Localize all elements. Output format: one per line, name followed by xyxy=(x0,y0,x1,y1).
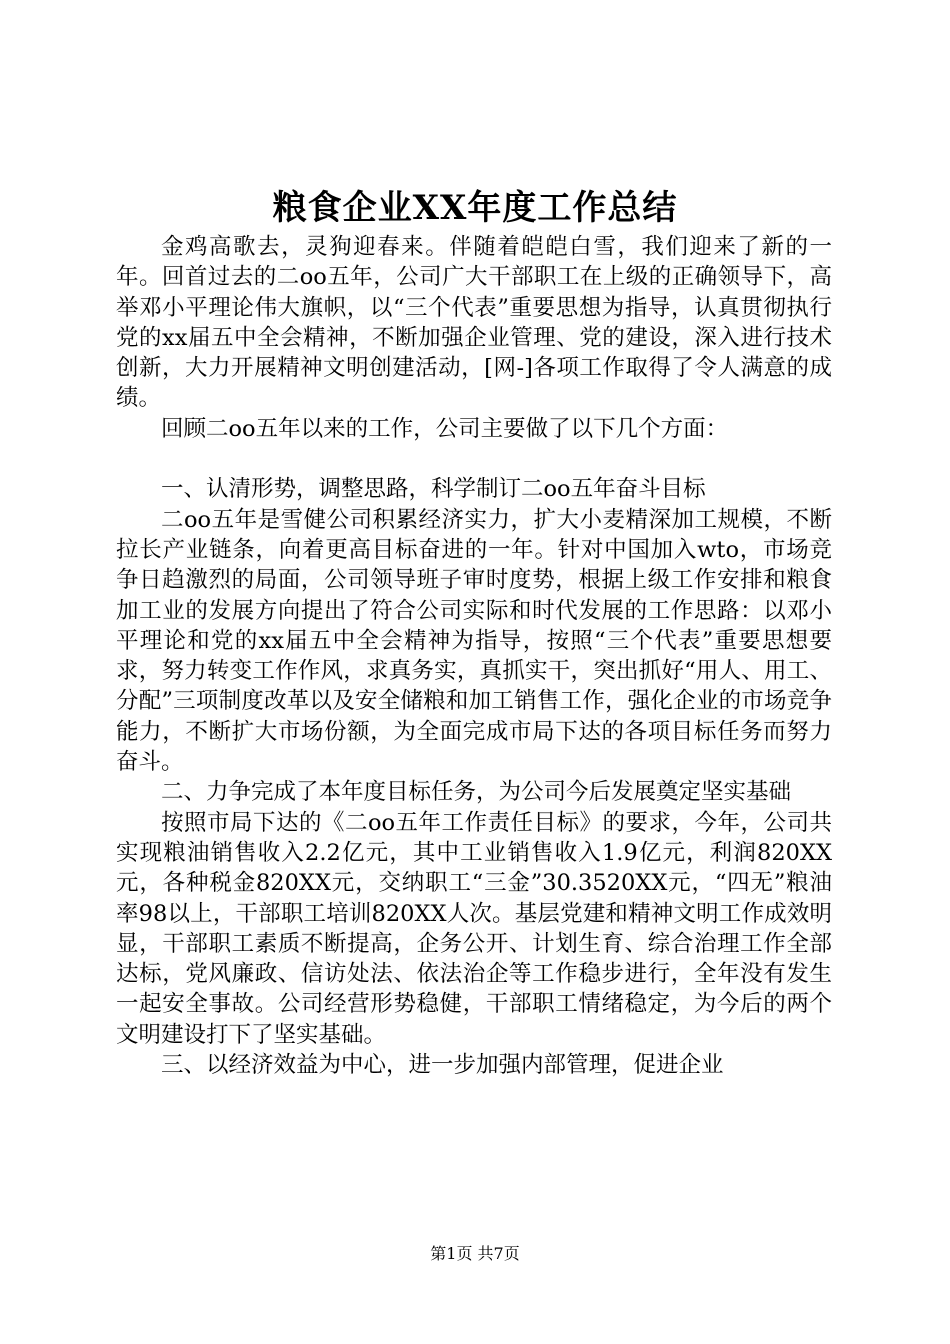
paragraph-section-2: 按照市局下达的《二oo五年工作责任目标》的要求，今年，公司共实现粮油销售收入2.2亿元，其中工业销售收入1.9亿元，利润820XX元，各种税金820XX元，交纳职工“三金”30.3520XX元，“四无”粮油率98以上，干部职工培训820XX人次。基层党建和精神文明工作成效明显，干部职工素质不断提高，企务公开、计划生育、综合治理工作全部达标，党风廉政、信访处法、依法治企等工作稳步进行，全年没有发生一起安全事故。公司经营形势稳健，干部职工情绪稳定，为今后的两个文明建设打下了坚实基础。 xyxy=(116,809,832,1048)
document-title: 粮食企业XX年度工作总结 xyxy=(272,188,678,228)
paragraph-review: 回顾二oo五年以来的工作，公司主要做了以下几个方面： xyxy=(161,415,729,442)
document-body xyxy=(116,232,832,1080)
section-heading-1: 一、认清形势，调整思路，科学制订二oo五年奋斗目标 xyxy=(161,476,706,503)
paragraph-intro: 金鸡高歌去，灵狗迎春来。伴随着皑皑白雪，我们迎来了新的一年。回首过去的二oo五年，公司广大干部职工在上级的正确领导下，高举邓小平理论伟大旗帜，以“三个代表”重要思想为指导，认真贯彻执行党的xx届五中全会精神，不断加强企业管理、党的建设，深入进行技术创新，大力开展精神文明创建活动，[网-]各项工作取得了令人满意的成绩。 xyxy=(116,234,832,412)
page-number: 第1页 共7页 xyxy=(430,1244,520,1263)
paragraph-blank xyxy=(116,444,832,474)
section-heading-3: 三、以经济效益为中心，进一步加强内部管理，促进企业 xyxy=(161,1052,724,1079)
section-heading-2: 二、力争完成了本年度目标任务，为公司今后发展奠定坚实基础 xyxy=(161,779,792,806)
paragraph-section-1: 二oo五年是雪健公司积累经济实力，扩大小麦精深加工规模，不断拉长产业链条，向着更高目标奋进的一年。针对中国加入wto，市场竞争日趋激烈的局面，公司领导班子审时度势，根据上级工作安排和粮食加工业的发展方向提出了符合公司实际和时代发展的工作思路：以邓小平理论和党的xx届五中全会精神为指导，按照“三个代表”重要思想要求，努力转变工作作风，求真务实，真抓实干，突出抓好“用人、用工、分配”三项制度改革以及安全储粮和加工销售工作，强化企业的市场竞争能力，不断扩大市场份额，为全面完成市局下达的各项目标任务而努力奋斗。 xyxy=(116,506,832,776)
